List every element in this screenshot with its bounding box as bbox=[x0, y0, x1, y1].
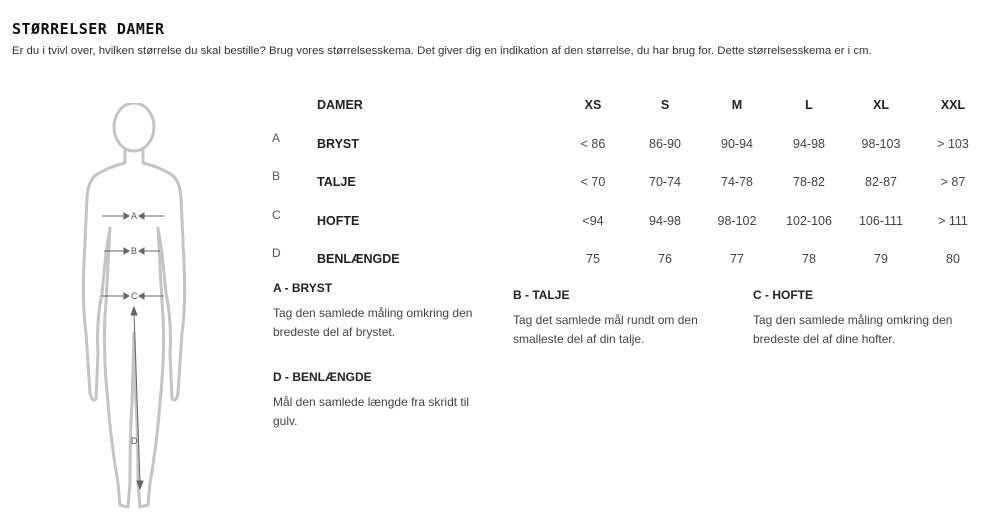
table-cell: 94-98 bbox=[793, 136, 825, 151]
table-row bbox=[264, 202, 989, 241]
table-cell: 75 bbox=[586, 252, 600, 267]
description-benlaengde bbox=[273, 370, 488, 431]
table-cell: 78-82 bbox=[793, 175, 825, 190]
figure-label-c: C bbox=[131, 291, 138, 301]
table-row bbox=[264, 240, 989, 279]
table-cell: > 87 bbox=[940, 175, 966, 190]
table-cell: 74-78 bbox=[721, 175, 753, 190]
description-heading: C - HOFTE bbox=[753, 288, 813, 302]
description-bryst bbox=[273, 281, 488, 342]
size-header-m: M bbox=[731, 98, 743, 113]
table-cell: 76 bbox=[658, 252, 672, 267]
table-cell: > 103 bbox=[937, 136, 969, 151]
description-heading: D - BENLÆNGDE bbox=[273, 370, 372, 384]
description-text: Tag den samlede måling omkring den bredeste del af dine hofter. bbox=[753, 313, 953, 346]
row-letter: B bbox=[272, 169, 281, 183]
row-letter: D bbox=[272, 246, 281, 260]
row-letter: A bbox=[272, 130, 281, 145]
row-name: BRYST bbox=[317, 136, 359, 151]
description-heading: B - TALJE bbox=[513, 288, 570, 302]
description-heading: A - BRYST bbox=[273, 281, 333, 295]
row-name: HOFTE bbox=[317, 213, 360, 228]
table-cell: 98-103 bbox=[861, 136, 901, 151]
description-hofte bbox=[753, 288, 973, 349]
table-cell: > 111 bbox=[938, 213, 968, 228]
size-header-xs: XS bbox=[584, 98, 602, 113]
table-cell: 90-94 bbox=[721, 136, 753, 151]
size-header-xxl: XXL bbox=[940, 98, 966, 113]
table-header-row bbox=[264, 86, 989, 125]
table-cell: 106-111 bbox=[858, 213, 904, 228]
row-letter: C bbox=[272, 207, 281, 222]
table-header-title: DAMER bbox=[317, 98, 363, 113]
size-header-l: L bbox=[805, 98, 813, 113]
table-cell: 80 bbox=[946, 252, 960, 267]
figure-label-a: A bbox=[131, 211, 138, 221]
size-table bbox=[264, 86, 989, 279]
description-talje bbox=[513, 288, 718, 349]
table-cell: 86-90 bbox=[649, 136, 681, 151]
table-cell: 102-106 bbox=[786, 213, 832, 228]
table-cell: 77 bbox=[730, 252, 744, 267]
size-header-xl: XL bbox=[873, 98, 889, 113]
table-cell: < 70 bbox=[580, 175, 606, 190]
table-row bbox=[264, 163, 989, 202]
size-header-s: S bbox=[660, 98, 670, 113]
description-text: Tag det samlede mål rundt om den smalleste del af din talje. bbox=[513, 313, 698, 346]
row-name: TALJE bbox=[317, 175, 356, 190]
description-text: Tag den samlede måling omkring den bredeste del af brystet. bbox=[273, 306, 473, 339]
table-cell: 82-87 bbox=[865, 175, 897, 190]
table-cell: < 86 bbox=[580, 136, 606, 151]
table-cell: 79 bbox=[874, 252, 888, 267]
table-row bbox=[264, 125, 989, 164]
intro-text: Er du i tvivl over, hvilken størrelse du skal bestille? Brug vores størrelsesskema. Det giver dig en indikation af den størrelse, du har brug for. Dette størrelsesskema er i cm. bbox=[12, 45, 872, 57]
body-silhouette-icon bbox=[78, 103, 194, 513]
table-cell: 98-102 bbox=[717, 213, 757, 228]
table-cell: <94 bbox=[582, 213, 604, 228]
table-cell: 94-98 bbox=[649, 213, 681, 228]
figure-label-d: D bbox=[131, 436, 138, 446]
table-cell: 78 bbox=[802, 252, 816, 267]
body-figure bbox=[78, 103, 194, 513]
description-text: Mål den samlede længde fra skridt til gulv. bbox=[273, 395, 470, 428]
figure-label-b: B bbox=[131, 246, 138, 256]
table-cell: 70-74 bbox=[649, 175, 681, 190]
row-name: BENLÆNGDE bbox=[317, 252, 400, 267]
page-title: STØRRELSER DAMER bbox=[12, 20, 165, 38]
